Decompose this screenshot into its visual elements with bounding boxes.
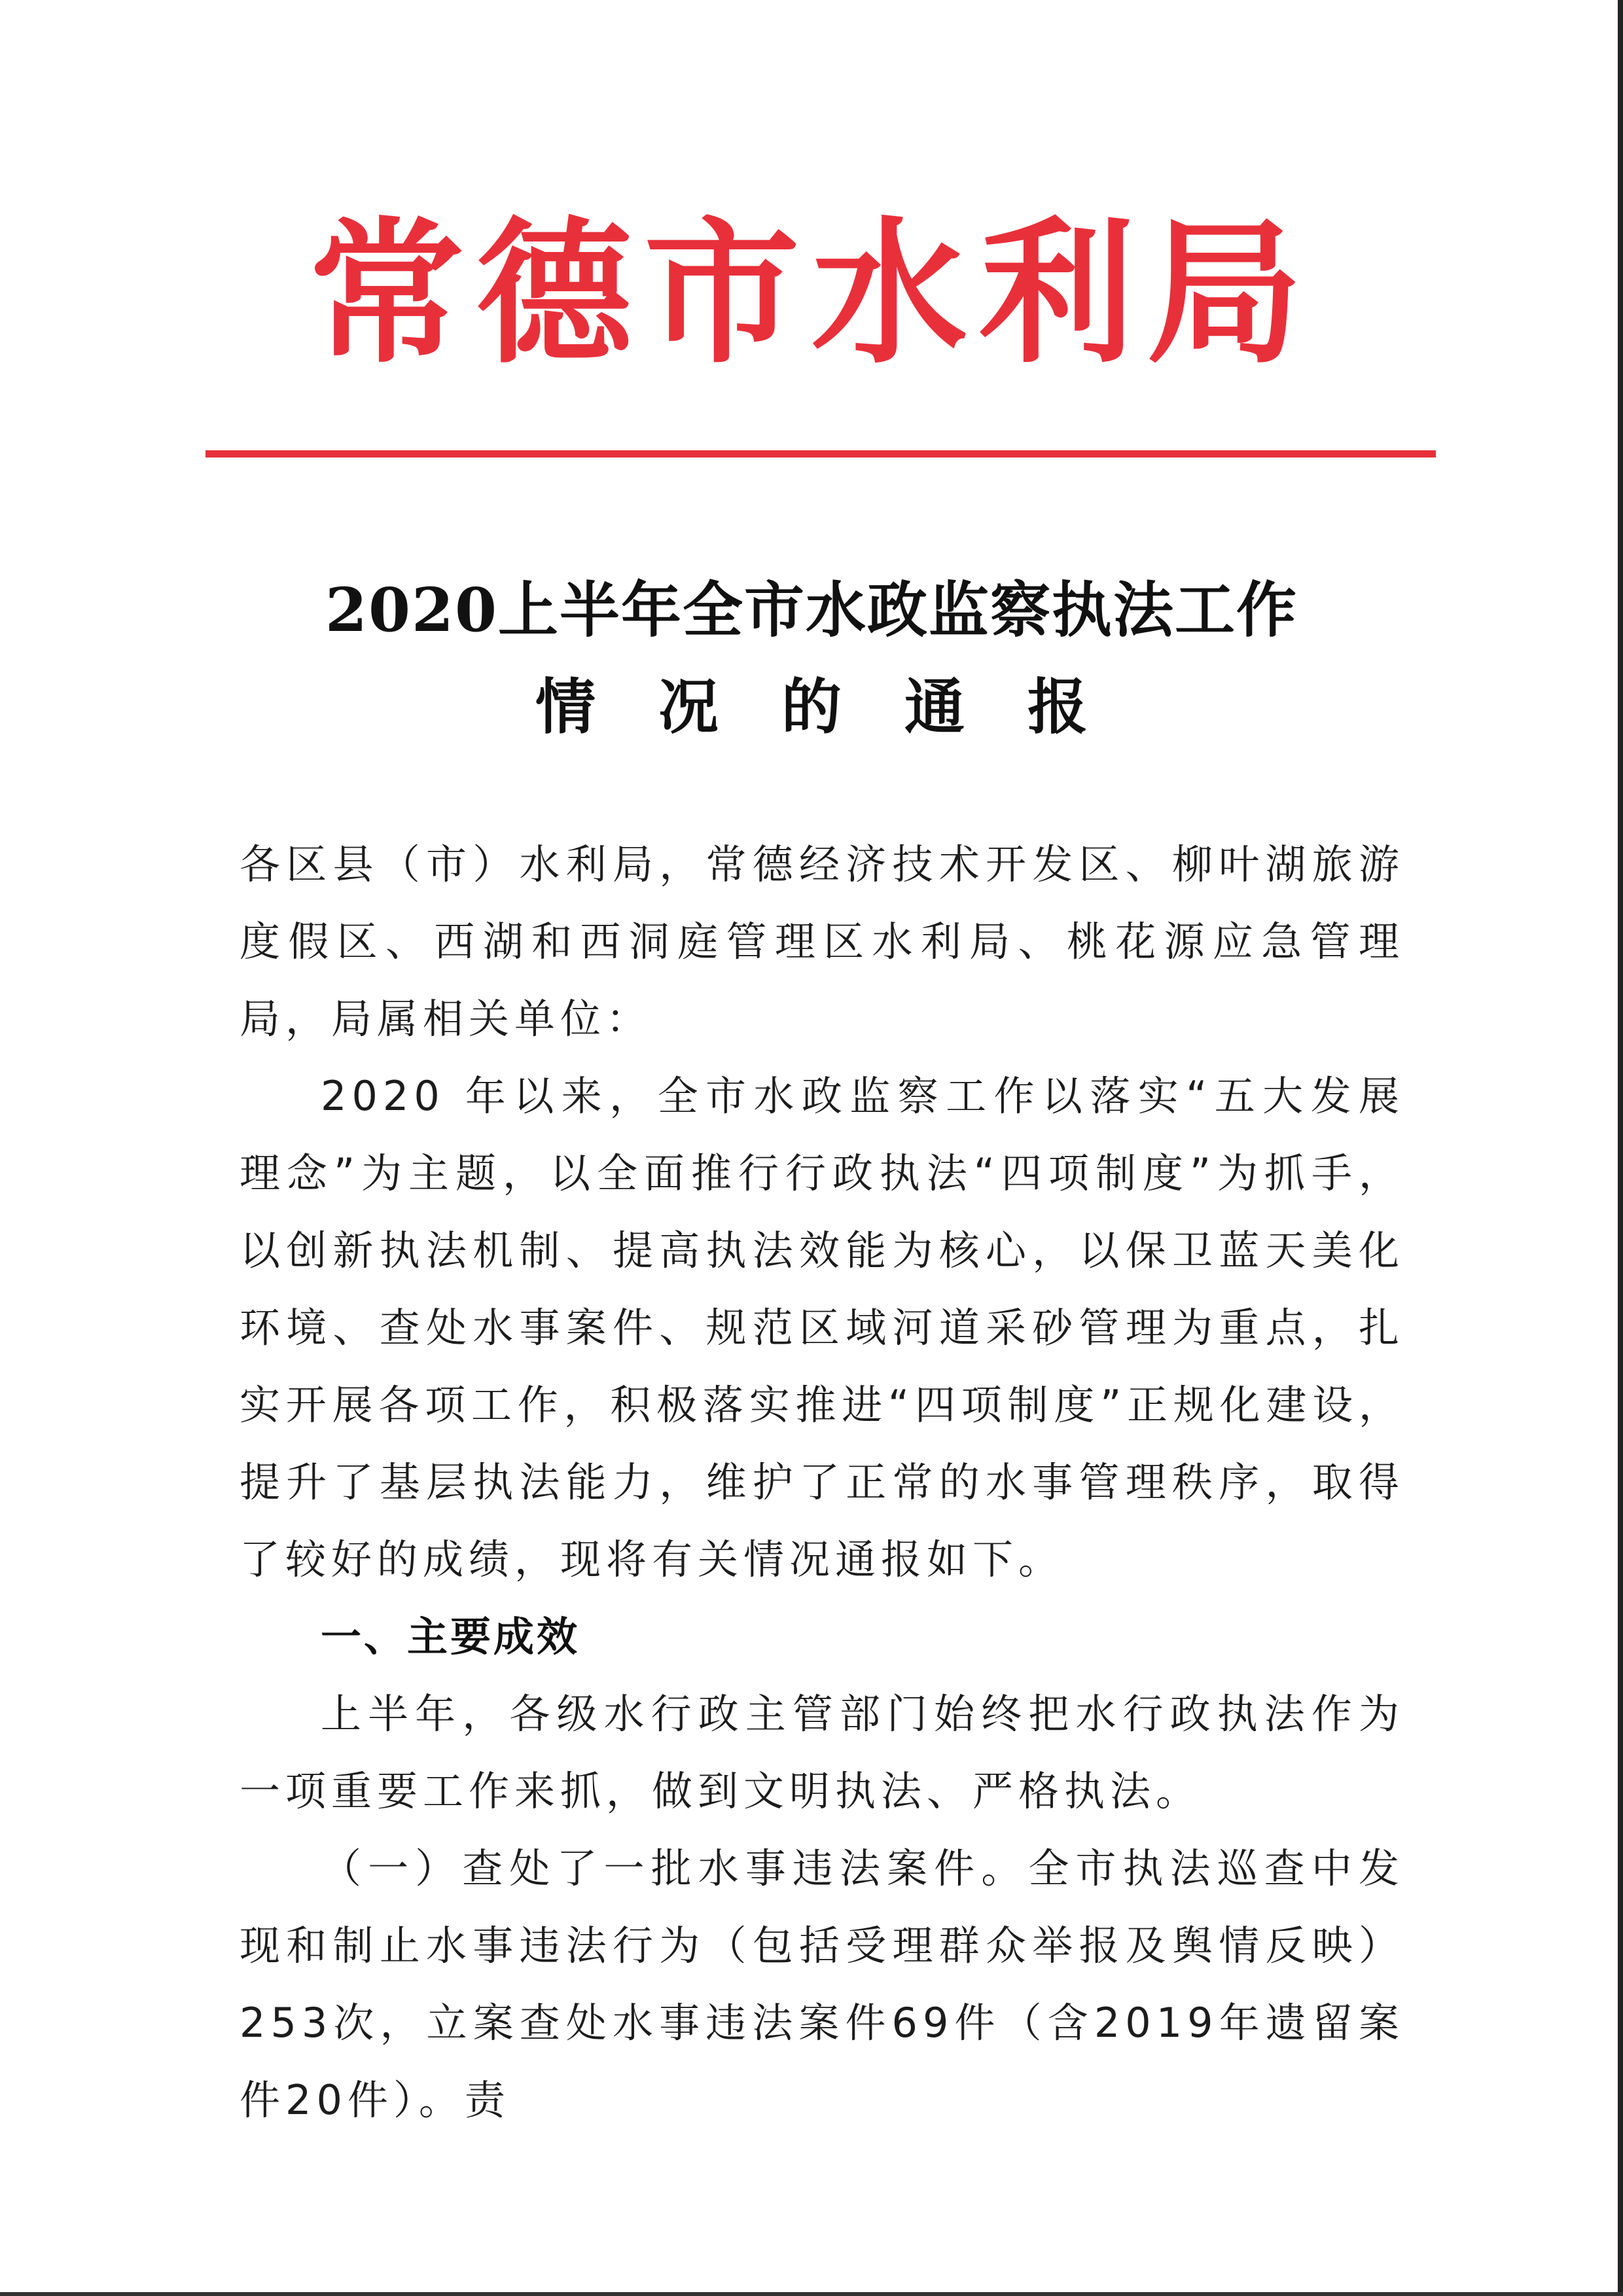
document-body	[240, 826, 1404, 2139]
document-title-line-1: 2020上半年全市水政监察执法工作	[325, 575, 1298, 645]
scan-edge-bottom	[0, 2292, 1623, 2296]
intro-paragraph: 2020 年以来，全市水政监察工作以落实“五大发展理念”为主题，以全面推行行政执法“四项制度”为抓手，以创新执法机制、提高执法效能为核心，以保卫蓝天美化环境、查处水事案件、规范区域河道采砂管理为重点，扎实开展各项工作，积极落实推进“四项制度”正规化建设，提升了基层执法能力，维护了正常的水事管理秩序，取得了较好的成绩，现将有关情况通报如下。	[240, 1072, 1404, 1583]
letterhead-org-name: 常德市水利局	[309, 202, 1314, 385]
section-heading-main-results: 一、主要成效	[321, 1613, 580, 1660]
letterhead-red-rule	[205, 450, 1436, 457]
salutation: 各区县（市）水利局，常德经济技术开发区、柳叶湖旅游度假区、西湖和西洞庭管理区水利局、桃花源应急管理局，局属相关单位：	[240, 840, 1404, 1043]
section-1-paragraph: 上半年，各级水行政主管部门始终把水行政执法作为一项重要工作来抓，做到文明执法、严格执法。	[240, 1690, 1404, 1815]
subsection-1-paragraph: （一）查处了一批水事违法案件。全市执法巡查中发现和制止水事违法行为（包括受理群众举报及舆情反映）253次，立案查处水事违法案件69件（含2019年遗留案件20件）。责	[240, 1844, 1404, 2124]
document-title-line-2: 情况的通报	[535, 672, 1150, 742]
